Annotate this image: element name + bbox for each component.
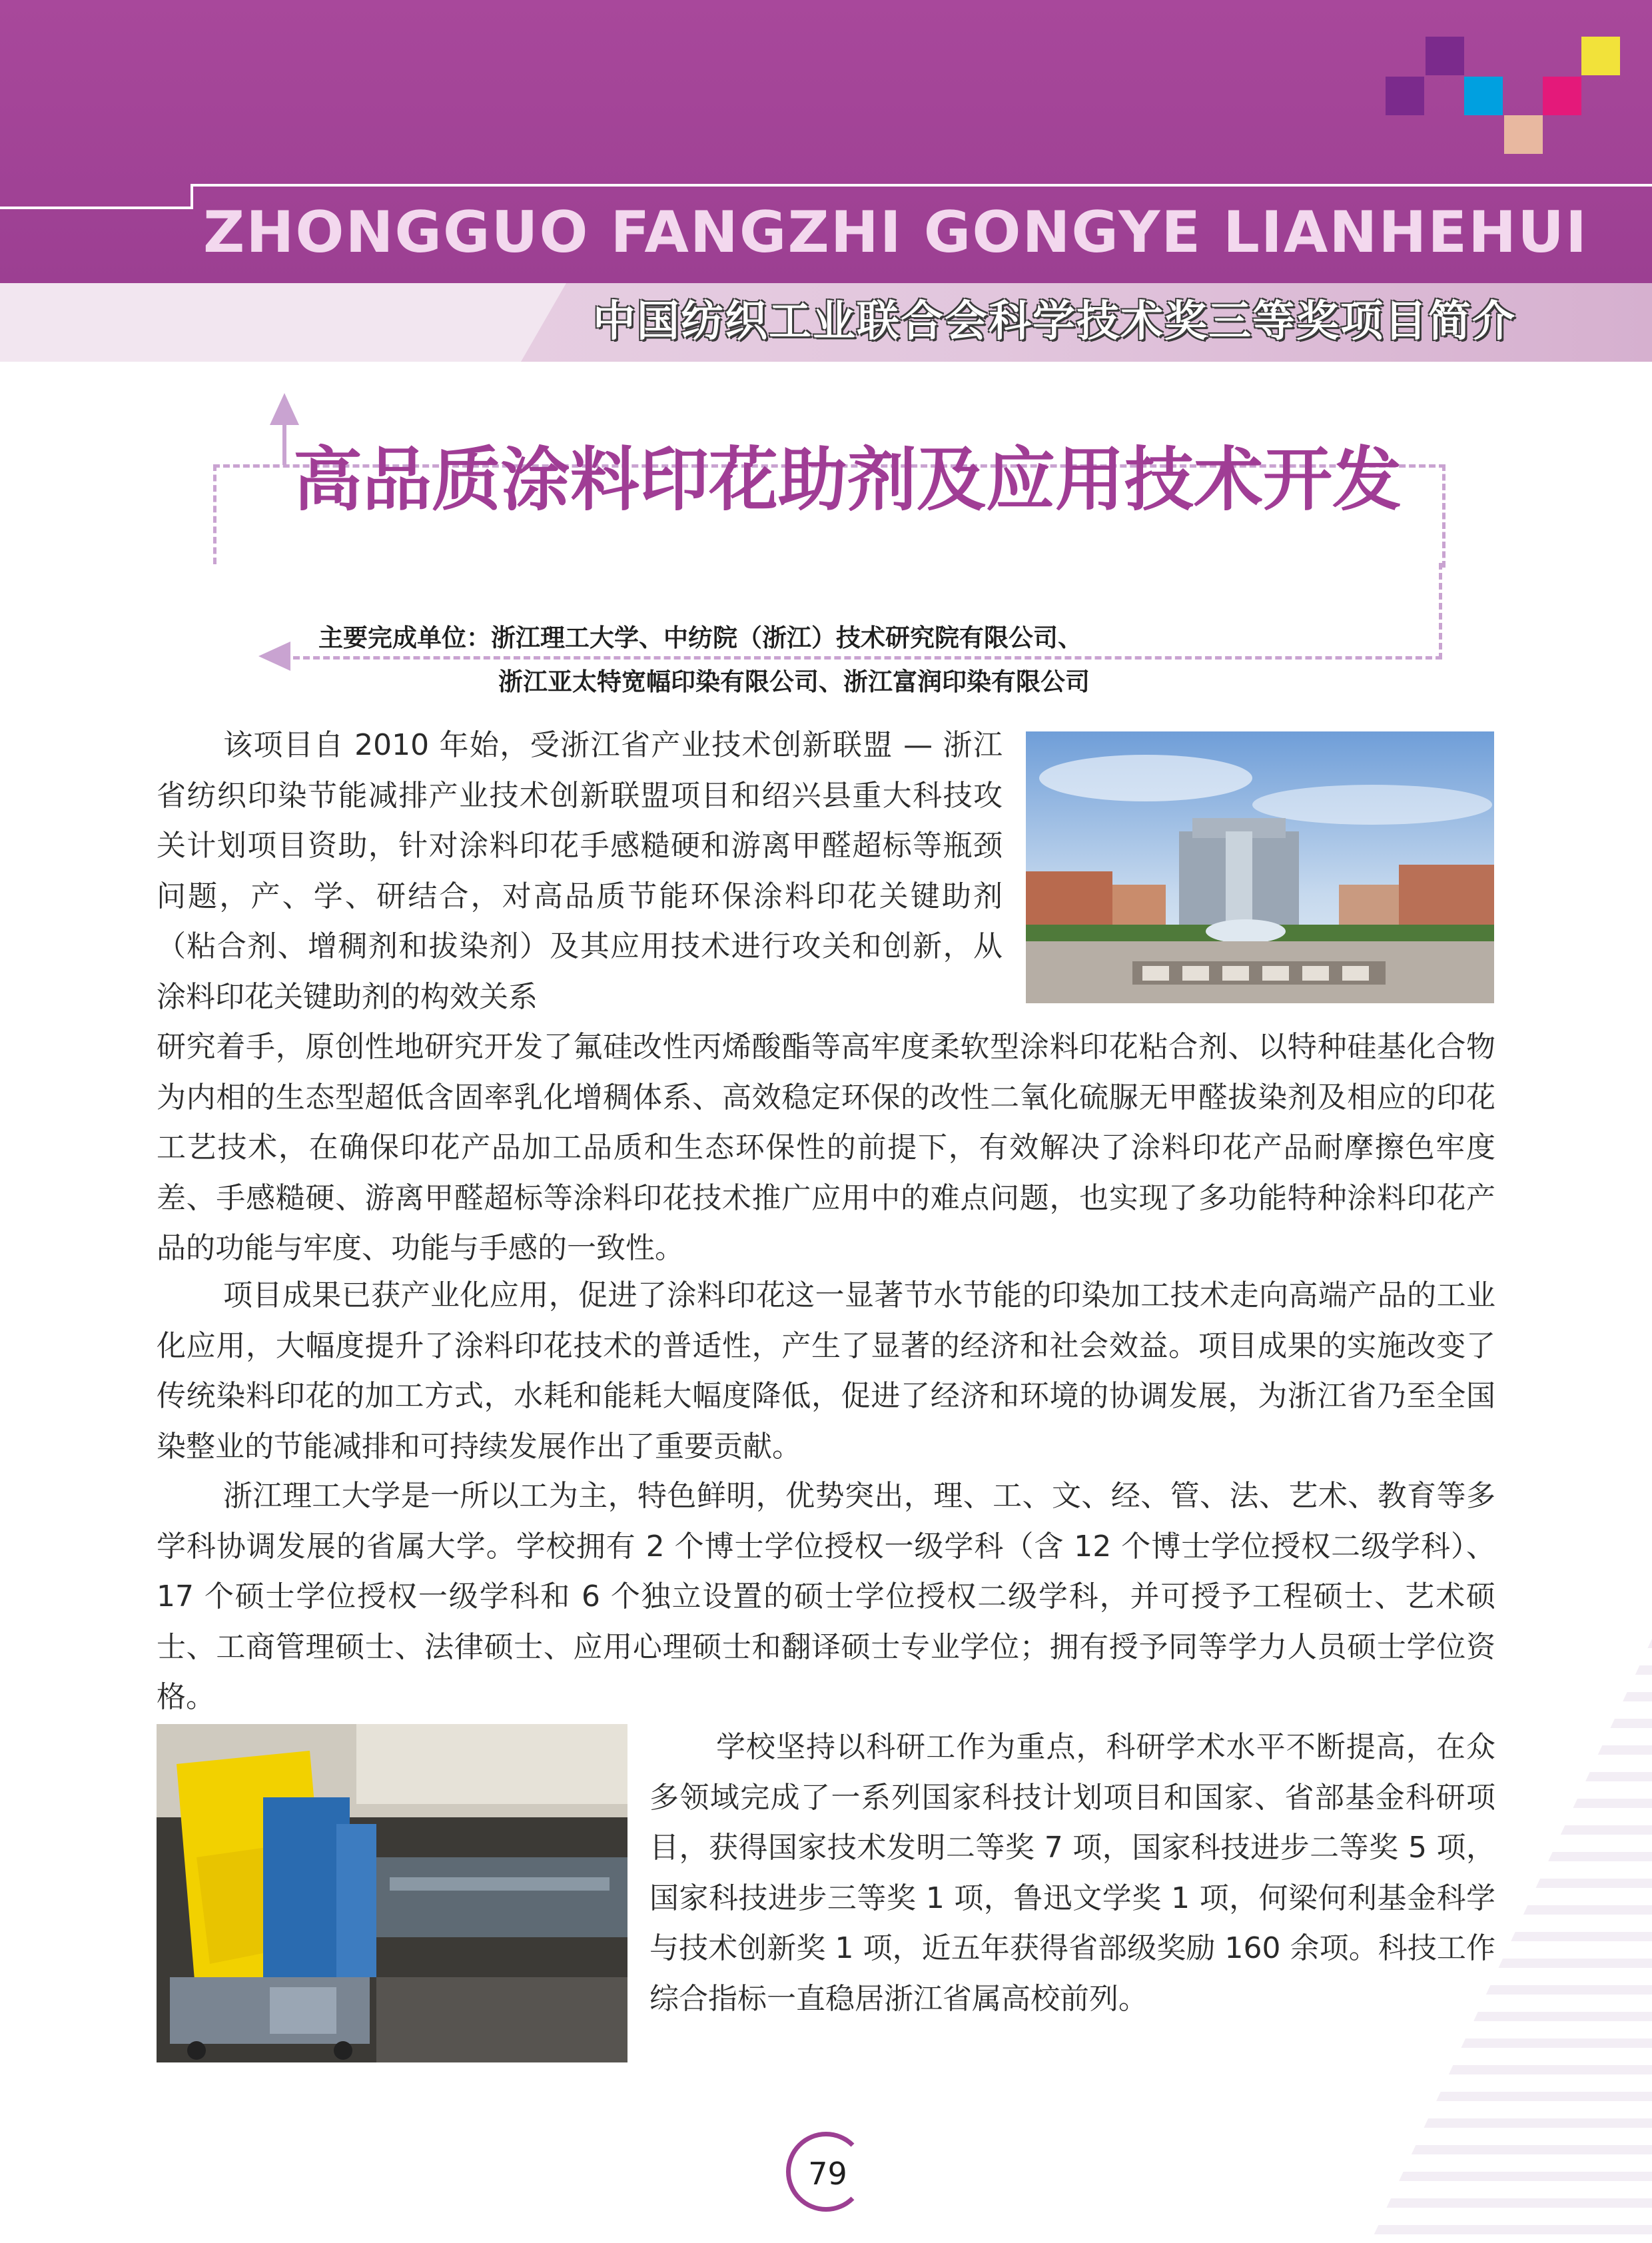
header-rule: [0, 207, 193, 209]
campus-photo: [1026, 731, 1494, 1003]
paragraph-1: 该项目自 2010 年始，受浙江省产业技术创新联盟 — 浙江省纺织印染节能减排产业技术创新联盟项目和绍兴县重大科技攻关计划项目资助，针对涂料印花手感糙硬和游离甲醛超标等瓶颈问题，产、学、研结合，对高品质节能环保涂料印花关键助剂（粘合剂、增稠剂和拔染剂）及其应用技术进行攻关和创新，从涂料印花关键助剂的构效关系: [157, 728, 1003, 1014]
article-title: 高品质涂料印花助剂及应用技术开发: [293, 439, 1402, 520]
deco-square: [1504, 115, 1543, 154]
arrow-up-icon: [270, 393, 299, 425]
title-frame-left: [213, 464, 220, 564]
section-band-light: [0, 283, 566, 362]
deco-square: [1581, 37, 1620, 75]
units-line-2: 浙江亚太特宽幅印染有限公司、浙江富润印染有限公司: [498, 668, 1090, 696]
deco-square: [1464, 77, 1503, 115]
completion-units: [318, 616, 1384, 704]
paragraph-1-continued: 研究着手，原创性地研究开发了氟硅改性丙烯酸酯等高牢度柔软型涂料印花粘合剂、以特种硅基化合物为内相的生态型超低含固率乳化增稠体系、高效稳定环保的改性二氧化硫脲无甲醛拔染剂及相应的印花工艺技术，在确保印花产品加工品质和生态环保性的前提下，有效解决了涂料印花产品耐摩擦色牢度差、手感糙硬、游离甲醛超标等涂料印花技术推广应用中的难点问题，也实现了多功能特种涂料印花产品的功能与牢度、功能与手感的一致性。: [157, 1030, 1495, 1265]
title-frame-right: [1439, 563, 1446, 660]
banner-title: ZHONGGUO FANGZHI GONGYE LIANHEHUI: [203, 199, 1588, 266]
paragraph-4: 学校坚持以科研工作为重点，科研学术水平不断提高，在众多领域完成了一系列国家科技计划项目和国家、省部基金科研项目，获得国家技术发明二等奖 7 项，国家科技进步二等奖 5 项，国家科技进步三等奖 1 项，鲁迅文学奖 1 项，何梁何利基金科学与技术创新奖 1 项，近五年获得省部级奖励 160 余项。科技工作综合指标一直稳居浙江省属高校前列。: [649, 1730, 1495, 2016]
paragraph-2: 项目成果已获产业化应用，促进了涂料印花这一显著节水节能的印染加工技术走向高端产品的工业化应用，大幅度提升了涂料印花技术的普适性，产生了显著的经济和社会效益。项目成果的实施改变了传统染料印花的加工方式，水耗和能耗大幅度降低，促进了经济和环境的协调发展，为浙江省乃至全国染整业的节能减排和可持续发展作出了重要贡献。: [157, 1278, 1495, 1464]
units-line-1: 主要完成单位：浙江理工大学、中纺院（浙江）技术研究院有限公司、: [318, 624, 1082, 652]
deco-square: [1426, 37, 1464, 75]
header-rule-top: [191, 184, 1652, 187]
paragraph-3: 浙江理工大学是一所以工为主，特色鲜明，优势突出，理、工、文、经、管、法、艺术、教育等多学科协调发展的省属大学。学校拥有 2 个博士学位授权一级学科（含 12 个博士学位授权二级学科）、17 个硕士学位授权一级学科和 6 个独立设置的硕士学位授权二级学科，并可授予工程硕士、艺术硕士、工商管理硕士、法律硕士、应用心理硕士和翻译硕士专业学位；拥有授予同等学力人员硕士学位资格。: [157, 1479, 1495, 1714]
page-number: 79: [808, 2156, 847, 2192]
campus-illustration: [1026, 731, 1494, 1003]
header-rule-notch: [191, 184, 193, 209]
factory-illustration: [157, 1724, 627, 2062]
arrow-stem: [282, 424, 286, 465]
deco-square: [1386, 77, 1424, 115]
factory-photo: [157, 1724, 627, 2062]
arrow-left-icon: [258, 642, 290, 671]
section-title: 中国纺织工业联合会科学技术奖三等奖项目简介: [593, 297, 1516, 346]
deco-square: [1543, 77, 1581, 115]
